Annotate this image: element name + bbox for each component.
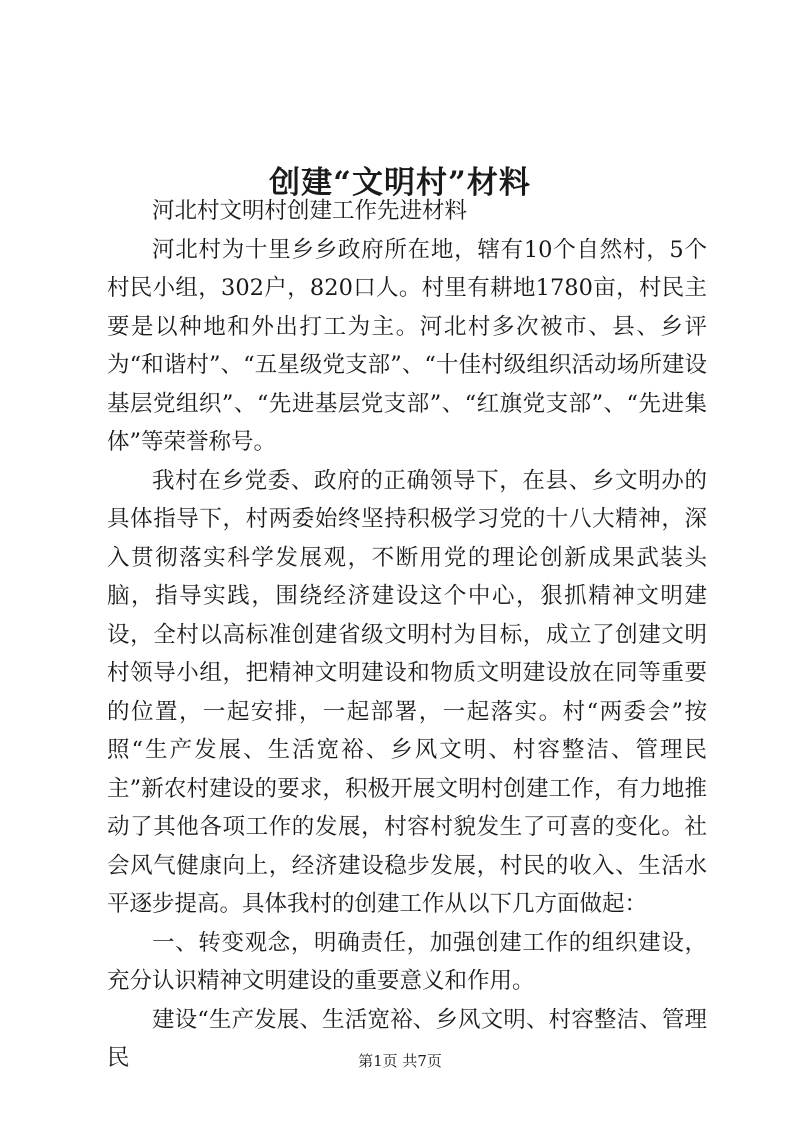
paragraph-work-overview: 我村在乡党委、政府的正确领导下，在县、乡文明办的具体指导下，村两委始终坚持积极学习党的十八大精神，深入贯彻落实科学发展观，不断用党的理论创新成果武装头脑，指导实践，围绕经济建设这个中心，狠抓精神文明建设，全村以高标准创建省级文明村为目标，成立了创建文明村领导小组，把精神文明建设和物质文明建设放在同等重要的位置，一起安排，一起部署，一起落实。村“两委会”按照“生产发展、生活宽裕、乡风文明、村容整洁、管理民主”新农村建设的要求，积极开展文明村创建工作，有力地推动了其他各项工作的发展，村容村貌发生了可喜的变化。社会风气健康向上，经济建设稳步发展，村民的收入、生活水平逐步提高。具体我村的创建工作从以下几方面做起：	[107, 467, 707, 917]
page-number-footer: 第1页 共7页	[358, 1052, 442, 1070]
document-body	[107, 192, 707, 1078]
paragraph-section-one-heading: 一、转变观念，明确责任，加强创建工作的组织建设，充分认识精神文明建设的重要意义和作用。	[107, 929, 707, 994]
document-title: 创建“文明村”材料	[269, 164, 531, 201]
paragraph-village-intro: 河北村为十里乡乡政府所在地，辖有10个自然村，5个村民小组，302户，820口人。村里有耕地1780亩，村民主要是以种地和外出打工为主。河北村多次被市、县、乡评为“和谐村”、“五星级党支部”、“十佳村级组织活动场所建设基层党组织”、“先进基层党支部”、“红旗党支部”、“先进集体”等荣誉称号。	[107, 236, 707, 455]
paragraph-section-one-body: 建设“生产发展、生活宽裕、乡风文明、村容整洁、管理民	[107, 1006, 707, 1071]
paragraph-subtitle: 河北村文明村创建工作先进材料	[152, 198, 468, 224]
